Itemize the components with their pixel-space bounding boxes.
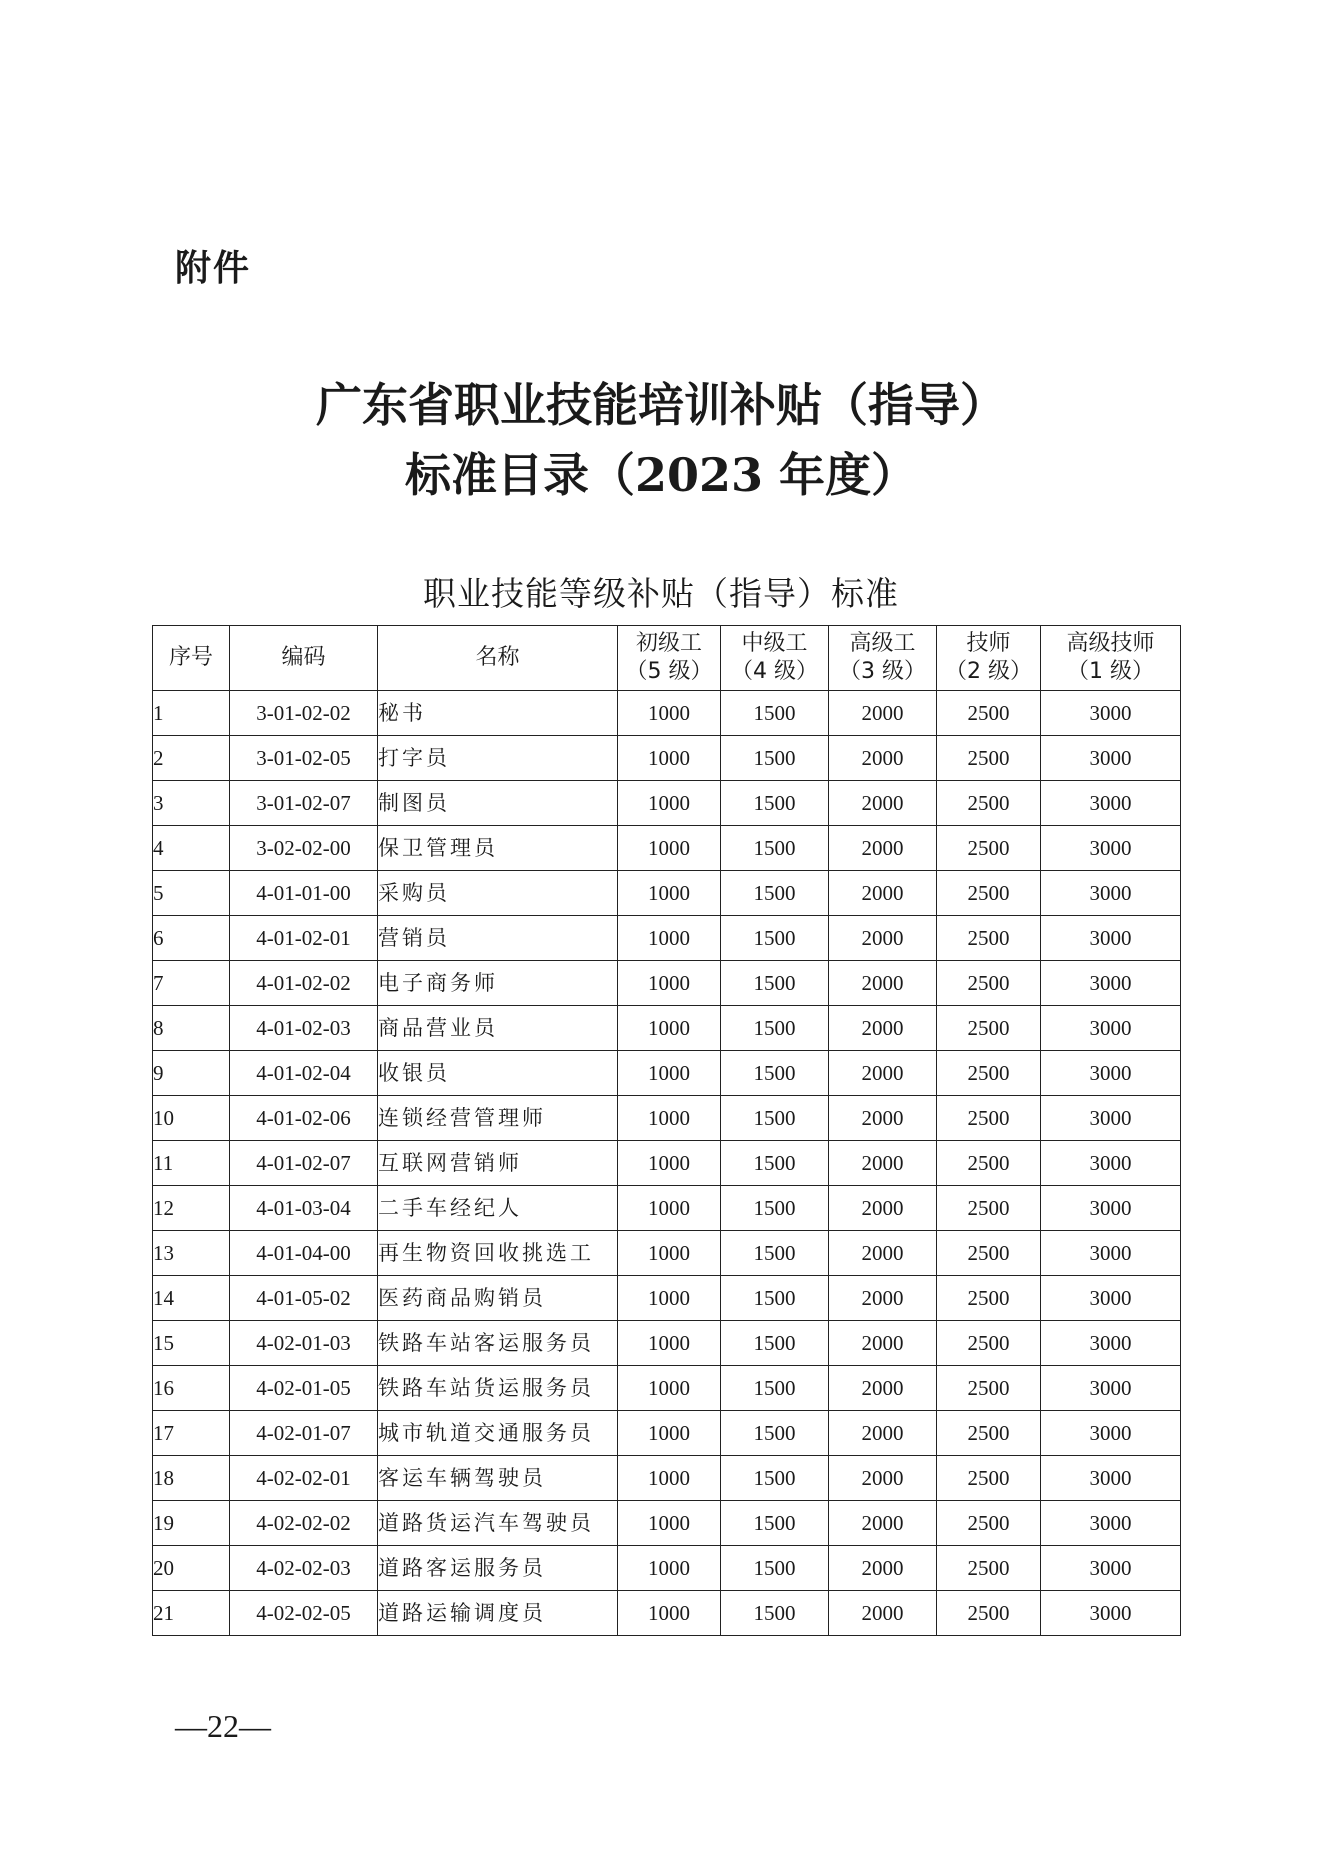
- cell-level-3: 2000: [829, 691, 937, 736]
- cell-level-4: 1500: [721, 1141, 829, 1186]
- cell-level-2: 2500: [937, 826, 1041, 871]
- cell-level-5: 1000: [618, 1366, 721, 1411]
- page-number: —22—: [175, 1708, 271, 1744]
- cell-seq: 7: [153, 961, 230, 1006]
- table-row: [153, 736, 1181, 781]
- cell-level-1: 3000: [1041, 691, 1181, 736]
- header-level-5: [618, 626, 721, 691]
- cell-name: 客运车辆驾驶员: [378, 1456, 618, 1501]
- table-row: [153, 1006, 1181, 1051]
- table-row: [153, 826, 1181, 871]
- header-level-2-name: 技师: [966, 631, 1011, 656]
- cell-level-1: 3000: [1041, 916, 1181, 961]
- cell-level-3: 2000: [829, 1276, 937, 1321]
- cell-level-2: 2500: [937, 1006, 1041, 1051]
- cell-code: 4-01-02-06: [230, 1096, 378, 1141]
- cell-level-4: 1500: [721, 1456, 829, 1501]
- cell-level-1: 3000: [1041, 1051, 1181, 1096]
- cell-level-5: 1000: [618, 1141, 721, 1186]
- cell-name: 电子商务师: [378, 961, 618, 1006]
- table-row: [153, 1096, 1181, 1141]
- cell-seq: 13: [153, 1231, 230, 1276]
- cell-level-2: 2500: [937, 1411, 1041, 1456]
- cell-level-2: 2500: [937, 1186, 1041, 1231]
- cell-code: 4-01-04-00: [230, 1231, 378, 1276]
- cell-seq: 11: [153, 1141, 230, 1186]
- table-row: [153, 1141, 1181, 1186]
- table-title: 职业技能等级补贴（指导）标准: [423, 574, 899, 613]
- cell-level-1: 3000: [1041, 1186, 1181, 1231]
- cell-level-1: 3000: [1041, 1231, 1181, 1276]
- cell-level-1: 3000: [1041, 1141, 1181, 1186]
- cell-level-4: 1500: [721, 1006, 829, 1051]
- cell-level-4: 1500: [721, 1501, 829, 1546]
- cell-level-2: 2500: [937, 871, 1041, 916]
- cell-code: 4-01-02-04: [230, 1051, 378, 1096]
- cell-level-4: 1500: [721, 1051, 829, 1096]
- cell-level-2: 2500: [937, 1456, 1041, 1501]
- cell-seq: 14: [153, 1276, 230, 1321]
- cell-level-5: 1000: [618, 1231, 721, 1276]
- cell-level-4: 1500: [721, 1321, 829, 1366]
- cell-level-1: 3000: [1041, 826, 1181, 871]
- cell-level-4: 1500: [721, 1276, 829, 1321]
- table-row: [153, 1231, 1181, 1276]
- cell-level-3: 2000: [829, 871, 937, 916]
- header-name: 名称: [378, 626, 618, 691]
- cell-seq: 1: [153, 691, 230, 736]
- cell-level-3: 2000: [829, 1456, 937, 1501]
- header-code: 编码: [230, 626, 378, 691]
- cell-level-1: 3000: [1041, 1006, 1181, 1051]
- document-title: [0, 370, 1322, 510]
- cell-code: 4-02-02-05: [230, 1591, 378, 1636]
- cell-level-3: 2000: [829, 1411, 937, 1456]
- cell-code: 4-02-01-07: [230, 1411, 378, 1456]
- header-level-1-name: 高级技师: [1066, 631, 1155, 656]
- cell-level-3: 2000: [829, 736, 937, 781]
- header-level-5-sub: （5 级）: [625, 659, 713, 684]
- cell-level-3: 2000: [829, 916, 937, 961]
- cell-code: 4-01-05-02: [230, 1276, 378, 1321]
- document-title-line-1: 广东省职业技能培训补贴（指导）: [316, 378, 1006, 432]
- cell-level-5: 1000: [618, 961, 721, 1006]
- cell-level-2: 2500: [937, 1591, 1041, 1636]
- table-row: [153, 1366, 1181, 1411]
- cell-level-1: 3000: [1041, 1366, 1181, 1411]
- table-row: [153, 1591, 1181, 1636]
- header-level-4-sub: （4 级）: [731, 659, 818, 684]
- cell-seq: 10: [153, 1096, 230, 1141]
- cell-level-4: 1500: [721, 826, 829, 871]
- cell-seq: 12: [153, 1186, 230, 1231]
- cell-level-4: 1500: [721, 1546, 829, 1591]
- cell-level-4: 1500: [721, 1231, 829, 1276]
- cell-code: 4-01-02-07: [230, 1141, 378, 1186]
- cell-level-2: 2500: [937, 1546, 1041, 1591]
- cell-level-2: 2500: [937, 1321, 1041, 1366]
- cell-level-1: 3000: [1041, 1321, 1181, 1366]
- cell-level-5: 1000: [618, 781, 721, 826]
- cell-level-5: 1000: [618, 1411, 721, 1456]
- cell-level-3: 2000: [829, 1366, 937, 1411]
- cell-code: 4-02-02-02: [230, 1501, 378, 1546]
- cell-seq: 19: [153, 1501, 230, 1546]
- table-row: [153, 1321, 1181, 1366]
- header-level-4-name: 中级工: [741, 631, 808, 656]
- table-row: [153, 916, 1181, 961]
- cell-name: 保卫管理员: [378, 826, 618, 871]
- header-level-1-sub: （1 级）: [1067, 659, 1154, 684]
- cell-level-5: 1000: [618, 826, 721, 871]
- cell-name: 道路运输调度员: [378, 1591, 618, 1636]
- cell-code: 4-02-01-05: [230, 1366, 378, 1411]
- cell-name: 收银员: [378, 1051, 618, 1096]
- cell-code: 4-01-03-04: [230, 1186, 378, 1231]
- cell-level-3: 2000: [829, 826, 937, 871]
- cell-level-1: 3000: [1041, 736, 1181, 781]
- table-row: [153, 1456, 1181, 1501]
- cell-seq: 2: [153, 736, 230, 781]
- cell-level-4: 1500: [721, 1096, 829, 1141]
- table-row: [153, 1051, 1181, 1096]
- cell-level-3: 2000: [829, 1546, 937, 1591]
- cell-level-4: 1500: [721, 871, 829, 916]
- cell-level-1: 3000: [1041, 1096, 1181, 1141]
- subsidy-table: [152, 625, 1181, 1636]
- cell-level-5: 1000: [618, 1501, 721, 1546]
- cell-name: 制图员: [378, 781, 618, 826]
- cell-seq: 4: [153, 826, 230, 871]
- cell-level-5: 1000: [618, 1276, 721, 1321]
- cell-name: 城市轨道交通服务员: [378, 1411, 618, 1456]
- cell-level-2: 2500: [937, 736, 1041, 781]
- cell-level-1: 3000: [1041, 1591, 1181, 1636]
- cell-code: 4-01-01-00: [230, 871, 378, 916]
- cell-level-2: 2500: [937, 961, 1041, 1006]
- table-row: [153, 871, 1181, 916]
- cell-level-3: 2000: [829, 1186, 937, 1231]
- cell-level-4: 1500: [721, 1186, 829, 1231]
- cell-level-5: 1000: [618, 1186, 721, 1231]
- cell-level-2: 2500: [937, 1366, 1041, 1411]
- cell-level-5: 1000: [618, 736, 721, 781]
- header-level-2: [937, 626, 1041, 691]
- cell-name: 再生物资回收挑选工: [378, 1231, 618, 1276]
- cell-name: 采购员: [378, 871, 618, 916]
- cell-seq: 3: [153, 781, 230, 826]
- header-level-3-sub: （3 级）: [839, 659, 926, 684]
- cell-name: 二手车经纪人: [378, 1186, 618, 1231]
- cell-level-5: 1000: [618, 1051, 721, 1096]
- cell-level-2: 2500: [937, 1276, 1041, 1321]
- table-row: [153, 1546, 1181, 1591]
- cell-code: 4-01-02-03: [230, 1006, 378, 1051]
- cell-name: 秘书: [378, 691, 618, 736]
- cell-code: 3-01-02-07: [230, 781, 378, 826]
- table-header-row: [153, 626, 1181, 691]
- cell-level-3: 2000: [829, 1006, 937, 1051]
- cell-level-4: 1500: [721, 916, 829, 961]
- cell-seq: 20: [153, 1546, 230, 1591]
- cell-level-5: 1000: [618, 1456, 721, 1501]
- header-level-4: [721, 626, 829, 691]
- cell-seq: 16: [153, 1366, 230, 1411]
- cell-seq: 21: [153, 1591, 230, 1636]
- cell-level-1: 3000: [1041, 1546, 1181, 1591]
- table-row: [153, 1501, 1181, 1546]
- cell-level-2: 2500: [937, 1231, 1041, 1276]
- cell-level-3: 2000: [829, 1501, 937, 1546]
- cell-name: 营销员: [378, 916, 618, 961]
- cell-level-3: 2000: [829, 1591, 937, 1636]
- cell-level-5: 1000: [618, 1096, 721, 1141]
- table-row: [153, 1276, 1181, 1321]
- cell-level-5: 1000: [618, 916, 721, 961]
- cell-level-1: 3000: [1041, 871, 1181, 916]
- cell-name: 互联网营销师: [378, 1141, 618, 1186]
- table-row: [153, 1186, 1181, 1231]
- cell-level-5: 1000: [618, 1321, 721, 1366]
- cell-level-5: 1000: [618, 1006, 721, 1051]
- document-title-line-2: 标准目录（2023 年度）: [404, 448, 918, 502]
- cell-level-3: 2000: [829, 1141, 937, 1186]
- cell-code: 4-02-02-03: [230, 1546, 378, 1591]
- cell-name: 医药商品购销员: [378, 1276, 618, 1321]
- cell-level-3: 2000: [829, 961, 937, 1006]
- cell-code: 3-01-02-02: [230, 691, 378, 736]
- cell-name: 道路货运汽车驾驶员: [378, 1501, 618, 1546]
- cell-level-2: 2500: [937, 916, 1041, 961]
- header-seq: 序号: [153, 626, 230, 691]
- cell-level-2: 2500: [937, 691, 1041, 736]
- header-level-3: [829, 626, 937, 691]
- cell-level-3: 2000: [829, 1321, 937, 1366]
- cell-level-4: 1500: [721, 961, 829, 1006]
- cell-seq: 18: [153, 1456, 230, 1501]
- header-level-2-sub: （2 级）: [945, 659, 1032, 684]
- cell-level-1: 3000: [1041, 1456, 1181, 1501]
- attachment-label: 附件: [175, 248, 252, 289]
- cell-level-4: 1500: [721, 781, 829, 826]
- cell-code: 3-02-02-00: [230, 826, 378, 871]
- cell-level-1: 3000: [1041, 1501, 1181, 1546]
- cell-code: 4-02-01-03: [230, 1321, 378, 1366]
- cell-level-4: 1500: [721, 1411, 829, 1456]
- cell-level-5: 1000: [618, 691, 721, 736]
- cell-level-4: 1500: [721, 691, 829, 736]
- cell-seq: 5: [153, 871, 230, 916]
- cell-level-5: 1000: [618, 1546, 721, 1591]
- cell-level-1: 3000: [1041, 781, 1181, 826]
- cell-level-1: 3000: [1041, 1411, 1181, 1456]
- cell-seq: 17: [153, 1411, 230, 1456]
- cell-level-5: 1000: [618, 1591, 721, 1636]
- cell-name: 商品营业员: [378, 1006, 618, 1051]
- cell-level-3: 2000: [829, 1051, 937, 1096]
- cell-name: 打字员: [378, 736, 618, 781]
- cell-level-1: 3000: [1041, 1276, 1181, 1321]
- cell-name: 道路客运服务员: [378, 1546, 618, 1591]
- cell-name: 铁路车站货运服务员: [378, 1366, 618, 1411]
- cell-level-2: 2500: [937, 1096, 1041, 1141]
- table-row: [153, 781, 1181, 826]
- table-body: [153, 691, 1181, 1636]
- header-level-1: [1041, 626, 1181, 691]
- cell-name: 铁路车站客运服务员: [378, 1321, 618, 1366]
- cell-level-4: 1500: [721, 1591, 829, 1636]
- header-level-5-name: 初级工: [635, 631, 702, 656]
- cell-code: 4-01-02-02: [230, 961, 378, 1006]
- cell-level-2: 2500: [937, 1501, 1041, 1546]
- cell-code: 4-02-02-01: [230, 1456, 378, 1501]
- cell-code: 4-01-02-01: [230, 916, 378, 961]
- cell-level-3: 2000: [829, 781, 937, 826]
- cell-level-3: 2000: [829, 1096, 937, 1141]
- cell-level-5: 1000: [618, 871, 721, 916]
- cell-level-2: 2500: [937, 1051, 1041, 1096]
- cell-seq: 15: [153, 1321, 230, 1366]
- cell-level-4: 1500: [721, 1366, 829, 1411]
- cell-level-3: 2000: [829, 1231, 937, 1276]
- cell-seq: 8: [153, 1006, 230, 1051]
- table-row: [153, 691, 1181, 736]
- cell-name: 连锁经营管理师: [378, 1096, 618, 1141]
- cell-seq: 9: [153, 1051, 230, 1096]
- cell-seq: 6: [153, 916, 230, 961]
- table-row: [153, 1411, 1181, 1456]
- cell-level-2: 2500: [937, 1141, 1041, 1186]
- cell-level-4: 1500: [721, 736, 829, 781]
- cell-code: 3-01-02-05: [230, 736, 378, 781]
- cell-level-1: 3000: [1041, 961, 1181, 1006]
- cell-level-2: 2500: [937, 781, 1041, 826]
- header-level-3-name: 高级工: [849, 631, 916, 656]
- table-row: [153, 961, 1181, 1006]
